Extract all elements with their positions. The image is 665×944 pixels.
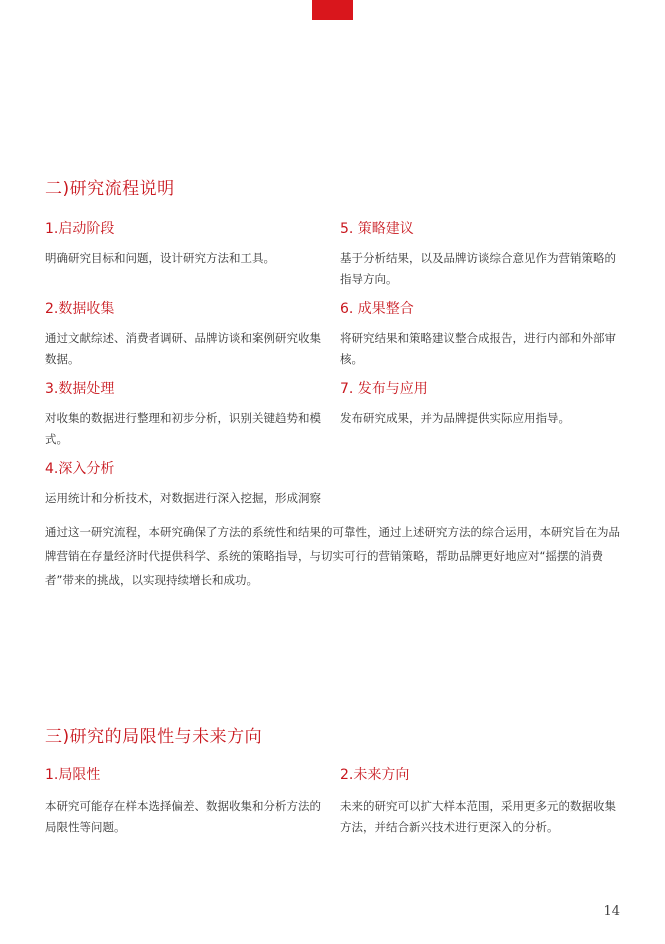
section-2-title: 二)研究流程说明 (45, 179, 175, 199)
step-2-title: 2.数据收集 (45, 301, 115, 317)
limitations-block (45, 766, 330, 838)
process-left-column (45, 220, 330, 520)
step-7-body: 发布研究成果，并为品牌提供实际应用指导。 (340, 411, 570, 425)
step-3 (45, 380, 330, 460)
step-4-title: 4.深入分析 (45, 461, 115, 477)
step-6-title: 6. 成果整合 (340, 301, 414, 317)
step-1-body: 明确研究目标和问题，设计研究方法和工具。 (45, 251, 275, 265)
step-4 (45, 460, 330, 520)
step-4-body: 运用统计和分析技术，对数据进行深入挖掘，形成洞察 (45, 491, 321, 505)
page-number: 14 (603, 904, 620, 919)
process-right-column (340, 220, 625, 440)
step-1-title: 1.启动阶段 (45, 221, 115, 237)
step-6 (340, 300, 625, 380)
step-7-title: 7. 发布与应用 (340, 381, 428, 397)
step-3-title: 3.数据处理 (45, 381, 115, 397)
future-directions-title: 2.未来方向 (340, 767, 410, 783)
top-red-tab (312, 0, 353, 20)
step-3-body: 对收集的数据进行整理和初步分析，识别关键趋势和模式。 (45, 411, 321, 446)
step-5-title: 5. 策略建议 (340, 221, 414, 237)
future-directions-body: 未来的研究可以扩大样本范围，采用更多元的数据收集方法，并结合新兴技术进行更深入的分析。 (340, 799, 616, 834)
step-1 (45, 220, 330, 300)
step-5 (340, 220, 625, 300)
future-directions-block (340, 766, 625, 838)
step-5-body: 基于分析结果，以及品牌访谈综合意见作为营销策略的指导方向。 (340, 251, 616, 286)
limitations-body: 本研究可能存在样本选择偏差、数据收集和分析方法的局限性等问题。 (45, 799, 321, 834)
step-2 (45, 300, 330, 380)
limitations-title: 1.局限性 (45, 767, 101, 783)
step-7 (340, 380, 625, 440)
step-6-body: 将研究结果和策略建议整合成报告，进行内部和外部审核。 (340, 331, 616, 366)
section-3-title: 三)研究的局限性与未来方向 (45, 727, 263, 747)
step-2-body: 通过文献综述、消费者调研、品牌访谈和案例研究收集数据。 (45, 331, 321, 366)
process-summary: 通过这一研究流程，本研究确保了方法的系统性和结果的可靠性，通过上述研究方法的综合运用，本研究旨在为品牌营销在存量经济时代提供科学、系统的策略指导，与切实可行的营销策略，帮助品牌更好地应对“摇摆的消费者”带来的挑战，以实现持续增长和成功。 (45, 525, 620, 587)
